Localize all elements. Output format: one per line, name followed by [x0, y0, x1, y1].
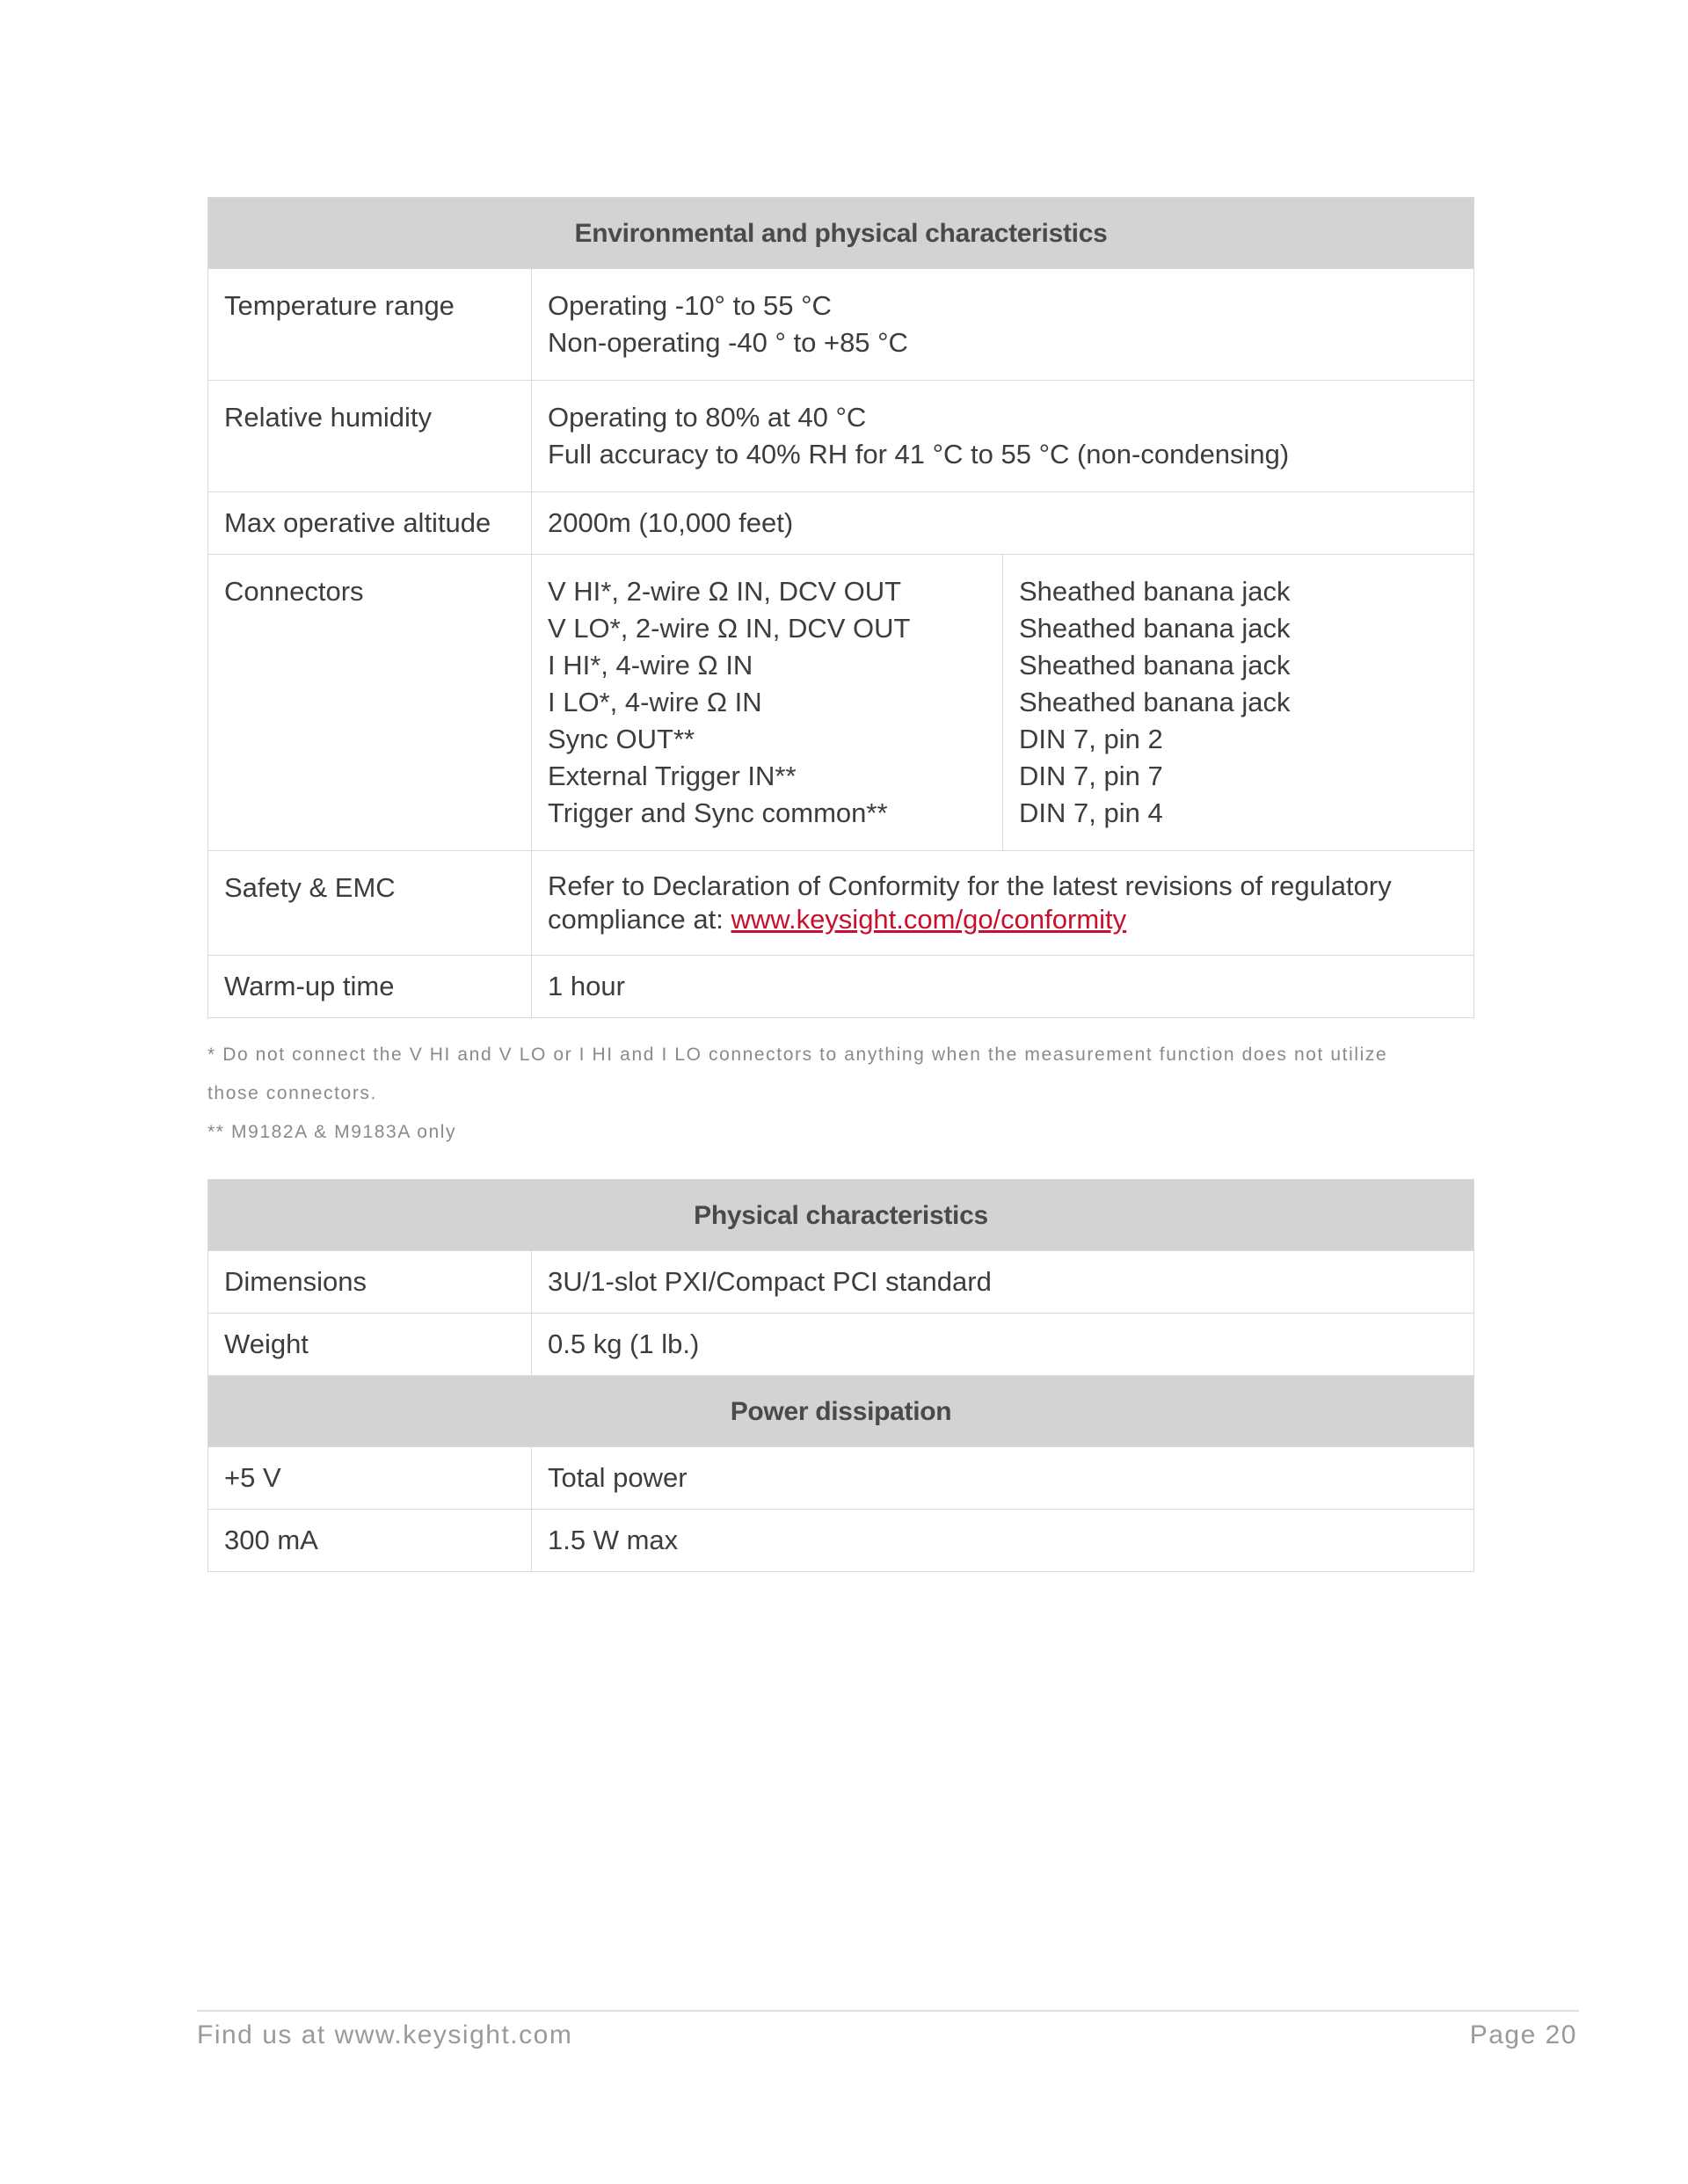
power-current-row [208, 1510, 1474, 1572]
row-label: Max operative altitude [208, 492, 532, 555]
row-label: Weight [208, 1314, 532, 1376]
row-value [532, 269, 1474, 381]
row-label: Warm-up time [208, 956, 532, 1018]
connector-types-cell [1003, 555, 1474, 851]
safety-text-line2 [548, 903, 1458, 936]
power-dissipation-header-row [208, 1376, 1474, 1447]
row-value: 1.5 W max [532, 1510, 1474, 1572]
power-voltage-row [208, 1447, 1474, 1510]
row-value [532, 851, 1474, 956]
connector-name: V LO*, 2-wire Ω IN, DCV OUT [548, 613, 911, 644]
row-label: 300 mA [208, 1510, 532, 1572]
connector-name: Trigger and Sync common** [548, 797, 888, 828]
max-altitude-row [208, 492, 1474, 555]
connector-type: DIN 7, pin 4 [1019, 797, 1163, 828]
safety-text: Refer to Declaration of Conformity for the latest revisions of regulatory [548, 870, 1392, 901]
row-label: Relative humidity [208, 381, 532, 492]
footnote-connectors-cont: those connectors. [207, 1083, 377, 1103]
connector-type: DIN 7, pin 7 [1019, 761, 1163, 791]
connector-names-cell [532, 555, 1003, 851]
footnote-connectors: * Do not connect the V HI and V LO or I HI and I LO connectors to anything when the measurement function does not utilize [207, 1045, 1388, 1065]
connectors-row [208, 555, 1474, 851]
connector-name: I HI*, 4-wire Ω IN [548, 650, 753, 681]
value-line: Operating -10° to 55 °C [548, 290, 832, 321]
row-label: Temperature range [208, 269, 532, 381]
connector-type: DIN 7, pin 2 [1019, 724, 1163, 754]
footer-website: Find us at www.keysight.com [197, 2020, 573, 2049]
environmental-characteristics-table [207, 197, 1474, 1018]
row-value: 0.5 kg (1 lb.) [532, 1314, 1474, 1376]
connector-type: Sheathed banana jack [1019, 650, 1291, 681]
relative-humidity-row [208, 381, 1474, 492]
footnotes [207, 1036, 1473, 1152]
footnote-models: ** M9182A & M9183A only [207, 1122, 457, 1142]
dimensions-row [208, 1251, 1474, 1314]
safety-text-prefix: compliance at: [548, 904, 731, 935]
connector-type: Sheathed banana jack [1019, 687, 1291, 717]
page-number: Page 20 [1469, 2020, 1577, 2049]
physical-characteristics-table [207, 1179, 1474, 1572]
row-label: +5 V [208, 1447, 532, 1510]
value-line: Operating to 80% at 40 °C [548, 402, 867, 433]
table-title: Environmental and physical characteristics [208, 198, 1474, 269]
table-header-row [208, 198, 1474, 269]
weight-row [208, 1314, 1474, 1376]
connector-name: External Trigger IN** [548, 761, 797, 791]
connector-type: Sheathed banana jack [1019, 576, 1291, 607]
row-label: Dimensions [208, 1251, 532, 1314]
row-label: Connectors [208, 555, 532, 851]
connector-type: Sheathed banana jack [1019, 613, 1291, 644]
connector-name: V HI*, 2-wire Ω IN, DCV OUT [548, 576, 902, 607]
row-value: 3U/1-slot PXI/Compact PCI standard [532, 1251, 1474, 1314]
value-line: Non-operating -40 ° to +85 °C [548, 327, 908, 358]
row-value: 1 hour [532, 956, 1474, 1018]
connector-name: I LO*, 4-wire Ω IN [548, 687, 762, 717]
safety-emc-row [208, 851, 1474, 956]
table-header-row [208, 1180, 1474, 1251]
conformity-link[interactable]: www.keysight.com/go/conformity [731, 904, 1127, 935]
connector-name: Sync OUT** [548, 724, 695, 754]
row-value: 2000m (10,000 feet) [532, 492, 1474, 555]
section-title: Power dissipation [208, 1376, 1474, 1447]
row-value [532, 381, 1474, 492]
row-label: Safety & EMC [208, 851, 532, 956]
temperature-range-row [208, 269, 1474, 381]
value-line: Full accuracy to 40% RH for 41 °C to 55 °C (non-condensing) [548, 439, 1290, 470]
warm-up-time-row [208, 956, 1474, 1018]
footer-divider [197, 2010, 1579, 2012]
table-title: Physical characteristics [208, 1180, 1474, 1251]
row-value: Total power [532, 1447, 1474, 1510]
